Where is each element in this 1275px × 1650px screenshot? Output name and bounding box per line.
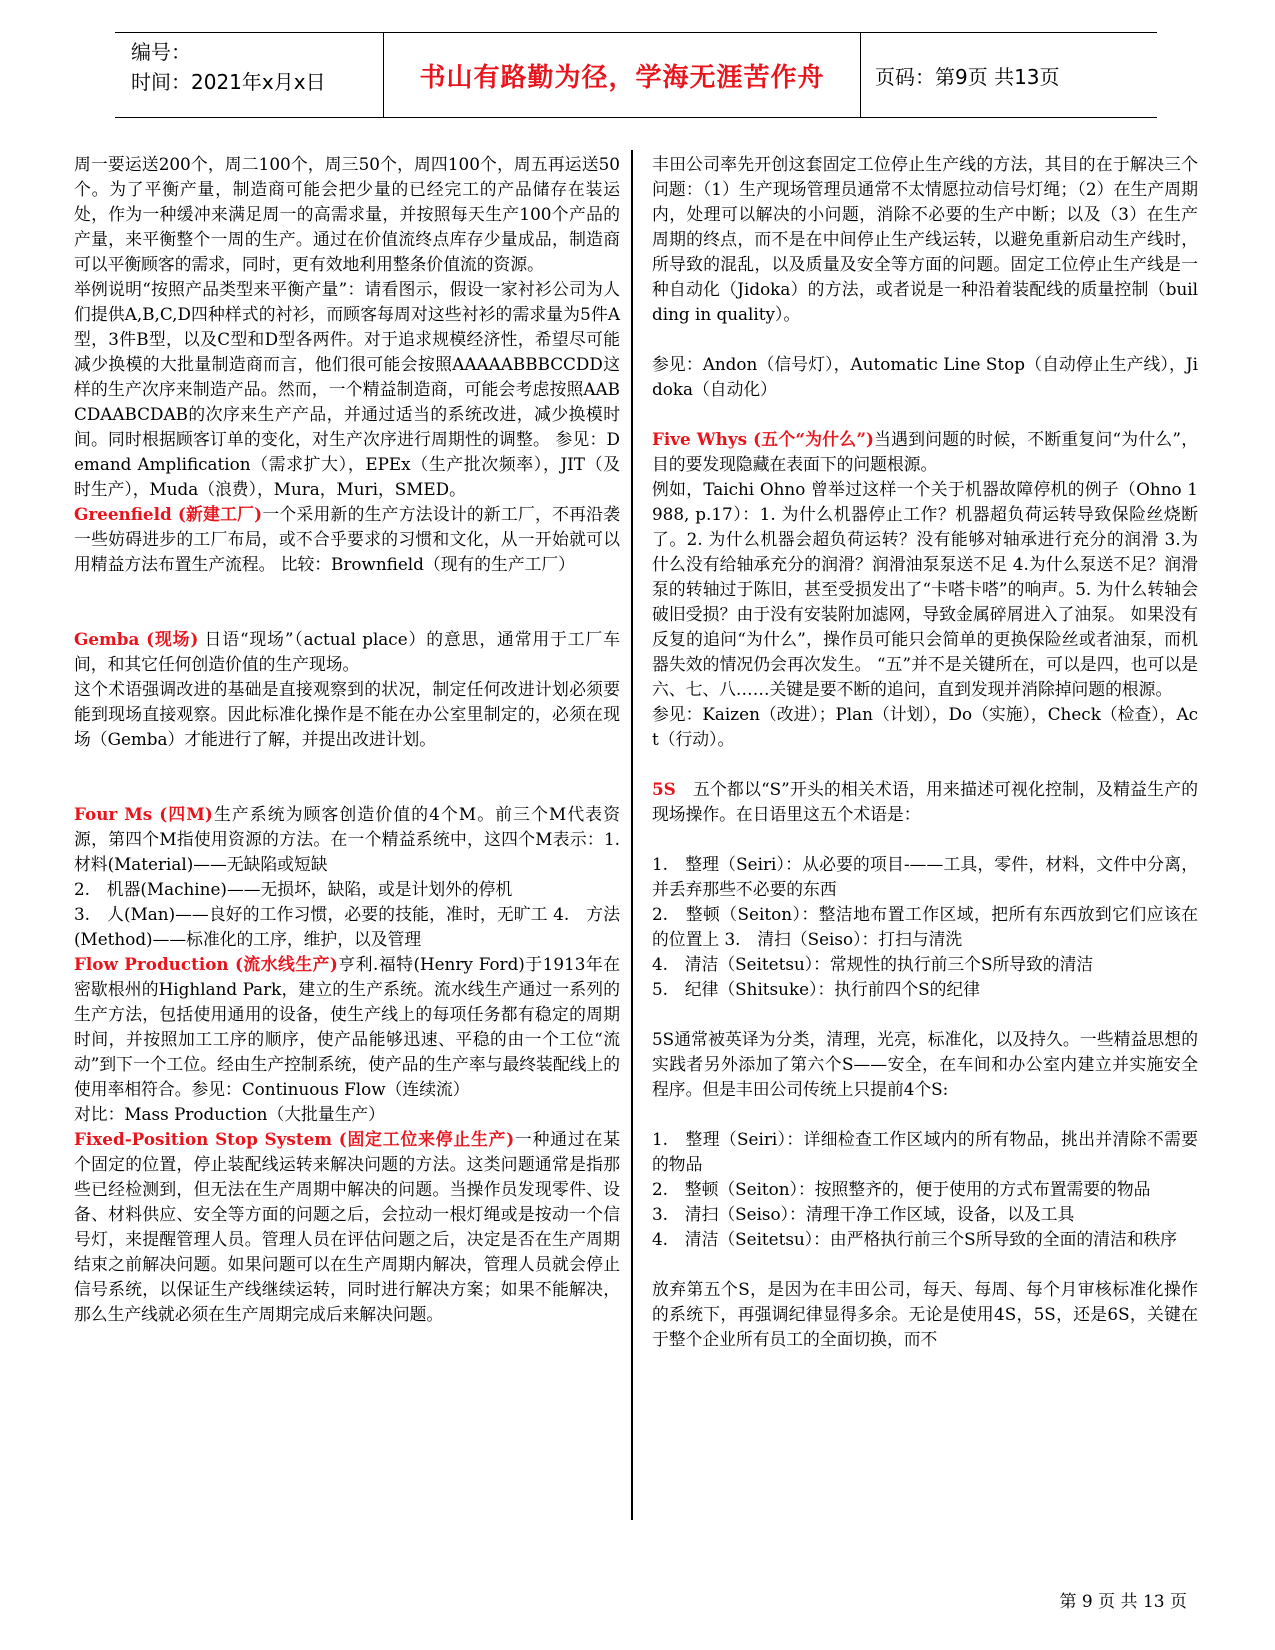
- list-item: 2. 机器(Machine)——无损坏，缺陷，或是计划外的停机: [74, 879, 513, 899]
- term-title: 5S: [652, 779, 676, 799]
- list-item: 1. 整理（Seiri）：详细检查工作区域内的所有物品，挑出并清除不需要的物品: [652, 1129, 1198, 1174]
- list-item: 3. 清扫（Seiso）：清理干净工作区域，设备，以及工具: [652, 1204, 1075, 1224]
- serial-label: 编号：: [131, 40, 191, 64]
- page-footer: 第 9 页 共 13 页: [1059, 1592, 1187, 1612]
- term-entry-greenfield: [74, 502, 620, 577]
- term-title: Greenfield (新建工厂): [74, 504, 263, 524]
- column-divider: [631, 150, 633, 1520]
- term-title: Five Whys (五个“为什么”): [652, 429, 874, 449]
- paragraph: 参见：Kaizen（改进）；Plan（计划），Do（实施），Check（检查），Act（行动）。: [652, 704, 1198, 749]
- header-motto: 书山有路勤为径，学海无涯苦作舟: [383, 33, 861, 117]
- paragraph: 这个术语强调改进的基础是直接观察到的状况，制定任何改进计划必须要能到现场直接观察。因此标准化操作是不能在办公室里制定的，必须在现场（Gemba）才能进行了解，并提出改进计划。: [74, 679, 620, 749]
- term-entry-five-whys: [652, 427, 1198, 477]
- term-definition: 生产系统为顾客创造价值的4个M。前三个M代表资源，第四个M指使用资源的方法。在一个精益系统中，这四个M表示：1. 材料(Material)——无缺陷或短缺: [74, 804, 637, 874]
- list-item: 4. 清洁（Seitetsu）：由严格执行前三个S所导致的全面的清洁和秩序: [652, 1229, 1178, 1249]
- term-title: Four Ms (四M): [74, 804, 213, 824]
- time-label: 时间：2021年x月x日: [131, 70, 326, 94]
- header-meta: [131, 37, 371, 97]
- term-definition: 一种通过在某个固定的位置，停止装配线运转来解决问题的方法。这类问题通常是指那些已经检测到，但无法在生产周期中解决的问题。当操作员发现零件、设备、材料供应、安全等方面的问题之后，会拉动一根灯绳或是按动一个信号灯，来提醒管理人员。管理人员在评估问题之后，决定是否在生产周期结束之前解决问题。如果问题可以在生产周期内解决，管理人员就会停止信号系统，以保证生产线继续运转，同时进行解决方案；如果不能解决，那么生产线就必须在生产周期完成后来解决问题。: [74, 1129, 620, 1324]
- paragraph: 参见：Andon（信号灯），Automatic Line Stop（自动停止生产线），Jidoka（自动化）: [652, 354, 1198, 399]
- term-title: Fixed-Position Stop System (固定工位来停止生产): [74, 1129, 515, 1149]
- term-entry-flow-production: [74, 952, 620, 1102]
- paragraph: 例如，Taichi Ohno 曾举过这样一个关于机器故障停机的例子（Ohno 1988, p.17）：1. 为什么机器停止工作？机器超负荷运转导致保险丝烧断了。2. 为什么机器会超负荷运转？没有能够对轴承进行充分的润滑 3.为什么没有给轴承充分的润滑？润滑油泵泵送不足 4.为什么泵送不足？润滑泵的转轴过于陈旧，甚至受损发出了“卡嗒卡嗒”的响声。5. 为什么转轴会破旧受损？由于没有安装附加滤网，导致金属碎屑进入了油泵。 如果没有反复的追问“为什么”，操作员可能只会简单的更换保险丝或者油泵，而机器失效的情况仍会再次发生。 “五”并不是关键所在，可以是四，也可以是六、七、八……关键是要不断的追问，直到发现并消除掉问题的根源。: [652, 479, 1198, 699]
- term-definition: 亨利.福特(Henry Ford)于1913年在密歇根州的Highland Park，建立的生产系统。流水线生产通过一系列的生产方法，包括使用通用的设备，使生产线上的每项任务都有稳定的周期时间，并按照加工工序的顺序，使产品能够迅速、平稳的由一个工位“流动”到下一个工位。经由生产控制系统，使产品的生产率与最终装配线上的使用率相符合。参见：Continuous Flow（连续流）: [74, 954, 620, 1099]
- paragraph: 放弃第五个S，是因为在丰田公司，每天、每周、每个月审核标准化操作的系统下，再强调纪律显得多余。无论是使用4S，5S，还是6S，关键在于整个企业所有员工的全面切换，而不: [652, 1279, 1198, 1349]
- paragraph: 对比：Mass Production（大批量生产）: [74, 1104, 385, 1124]
- paragraph: 5S通常被英译为分类，清理，光亮，标准化，以及持久。一些精益思想的实践者另外添加了第六个S——安全，在车间和办公室内建立并实施安全程序。但是丰田公司传统上只提前4个S:: [652, 1029, 1198, 1099]
- list-item: 3. 人(Man)——良好的工作习惯，必要的技能，准时，无旷工 4. 方法(Method)——标准化的工序，维护，以及管理: [74, 904, 620, 949]
- term-definition: 当遇到问题的时候，不断重复问“为什么”，目的要发现隐藏在表面下的问题根源。: [652, 429, 1198, 474]
- list-item: 2. 整顿（Seiton）：按照整齐的，便于使用的方式布置需要的物品: [652, 1179, 1151, 1199]
- term-entry-fixed-position-stop: [74, 1127, 620, 1327]
- term-definition: 一个采用新的生产方法设计的新工厂，不再沿袭一些妨碍进步的工厂布局，或不合乎要求的习惯和文化，从一开始就可以用精益方法布置生产流程。 比较：Brownfield（现有的生产工厂）: [74, 504, 620, 574]
- left-column: [74, 152, 637, 1327]
- term-definition: 日语“现场”（actual place）的意思，通常用于工厂车间，和其它任何创造价值的生产现场。: [74, 629, 620, 674]
- term-entry-gemba: [74, 627, 620, 677]
- page-header: [115, 32, 1157, 118]
- right-column: [652, 152, 1198, 1352]
- header-page-number: 页码：第9页 共13页: [875, 64, 1060, 89]
- term-title: Flow Production (流水线生产): [74, 954, 338, 974]
- list-item: 4. 清洁（Seitetsu）：常规性的执行前三个S所导致的清洁: [652, 954, 1094, 974]
- paragraph: 举例说明“按照产品类型来平衡产量”：请看图示，假设一家衬衫公司为人们提供A,B,C,D四种样式的衬衫，而顾客每周对这些衬衫的需求量为5件A型，3件B型，以及C型和D型各两件。对于追求规模经济性，希望尽可能减少换模的大批量制造商而言，他们很可能会按照AAAAABBBCCDD这样的生产次序来制造产品。然而，一个精益制造商，可能会考虑按照AABCDAABCDAB的次序来生产产品，并通过适当的系统改进，减少换模时间。同时根据顾客订单的变化，对生产次序进行周期性的调整。 参见：Demand Amplification（需求扩大），EPEx（生产批次频率），JIT（及时生产），Muda（浪费），Mura，Muri，SMED。: [74, 279, 620, 499]
- term-entry-5s: [652, 777, 1198, 827]
- term-definition: 五个都以“S”开头的相关术语，用来描述可视化控制，及精益生产的现场操作。在日语里这五个术语是：: [652, 779, 1198, 824]
- paragraph: 周一要运送200个，周二100个，周三50个，周四100个，周五再运送50个。为了平衡产量，制造商可能会把少量的已经完工的产品储存在装运处，作为一种缓冲来满足周一的高需求量，并按照每天生产100个产品的产量，来平衡整个一周的生产。通过在价值流终点库存少量成品，制造商可以平衡顾客的需求，同时，更有效地利用整条价值流的资源。: [74, 154, 620, 274]
- term-title: Gemba (现场): [74, 629, 199, 649]
- list-item: 5. 纪律（Shitsuke）：执行前四个S的纪律: [652, 979, 980, 999]
- term-entry-four-ms: [74, 802, 637, 877]
- list-item: 2. 整顿（Seiton）：整洁地布置工作区域，把所有东西放到它们应该在的位置上 3. 清扫（Seiso）：打扫与清洗: [652, 904, 1198, 949]
- paragraph: 丰田公司率先开创这套固定工位停止生产线的方法，其目的在于解决三个问题：（1）生产现场管理员通常不太情愿拉动信号灯绳；（2）在生产周期内，处理可以解决的小问题，消除不必要的生产中断；以及（3）在生产周期的终点，而不是在中间停止生产线运转，以避免重新启动生产线时，所导致的混乱，以及质量及安全等方面的问题。固定工位停止生产线是一种自动化（Jidoka）的方法，或者说是一种沿着装配线的质量控制（building in quality）。: [652, 154, 1198, 324]
- list-item: 1. 整理（Seiri）：从必要的项目-——工具，零件，材料，文件中分离，并丢弃那些不必要的东西: [652, 854, 1198, 899]
